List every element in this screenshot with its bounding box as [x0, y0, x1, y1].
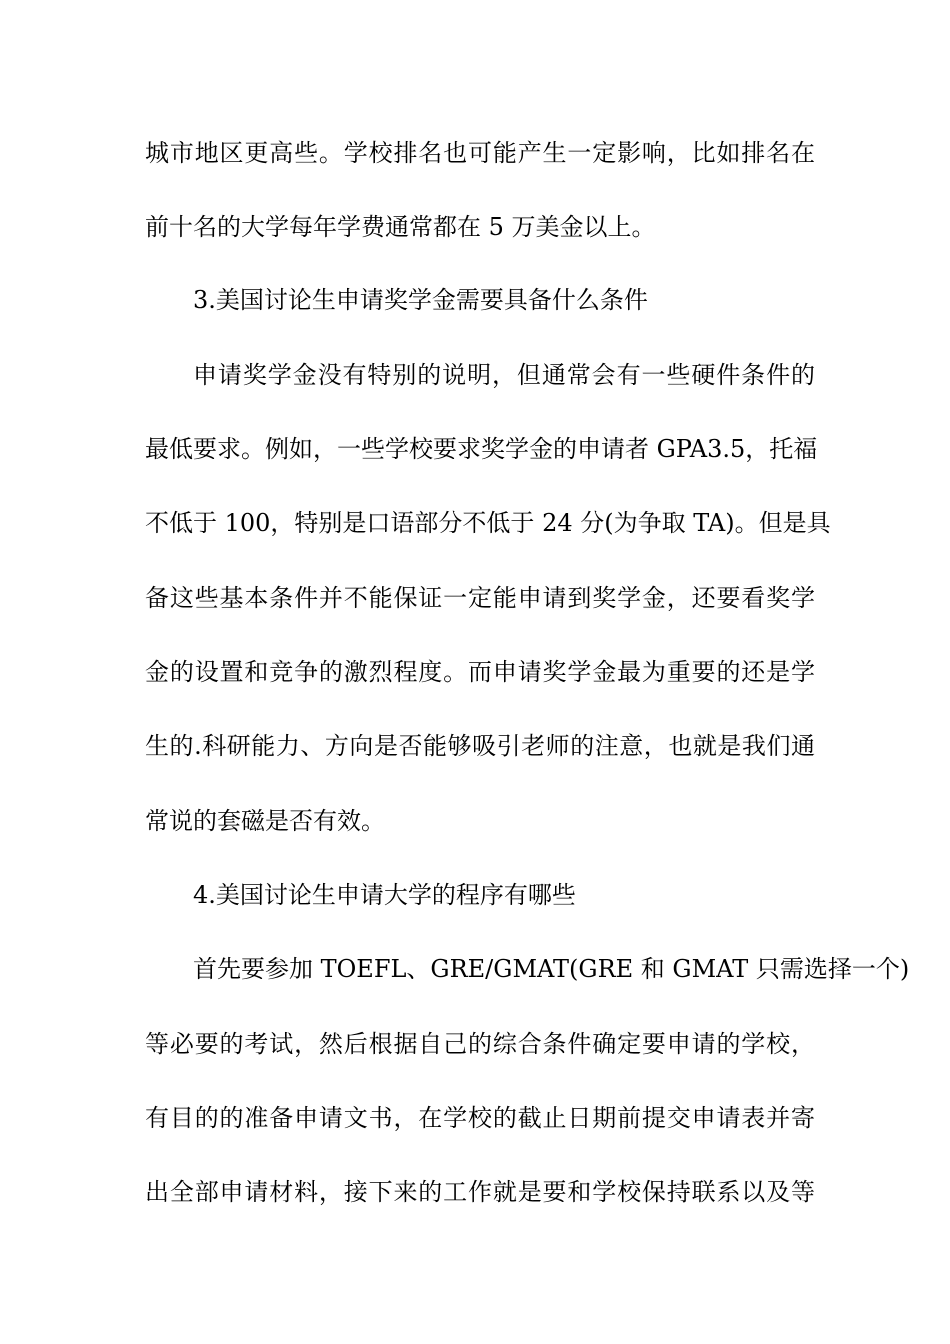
paragraph-line: 金的设置和竞争的激烈程度。而申请奖学金最为重要的还是学	[145, 658, 815, 686]
paragraph-line: 最低要求。例如，一些学校要求奖学金的申请者 GPA3.5，托福	[145, 435, 818, 463]
paragraph-line: 城市地区更高些。学校排名也可能产生一定影响，比如排名在	[145, 139, 815, 167]
paragraph-line: 首先要参加 TOEFL、GRE/GMAT(GRE 和 GMAT 只需选择一个)	[193, 955, 910, 983]
paragraph-line: 申请奖学金没有特别的说明，但通常会有一些硬件条件的	[193, 361, 815, 389]
paragraph-line: 前十名的大学每年学费通常都在 5 万美金以上。	[145, 213, 656, 241]
paragraph-line: 生的.科研能力、方向是否能够吸引老师的注意，也就是我们通	[145, 732, 815, 760]
paragraph-line: 不低于 100，特别是口语部分不低于 24 分(为争取 TA)。但是具	[145, 509, 831, 537]
paragraph-line: 备这些基本条件并不能保证一定能申请到奖学金，还要看奖学	[145, 584, 815, 612]
section-heading: 4.美国讨论生申请大学的程序有哪些	[193, 881, 576, 909]
section-heading: 3.美国讨论生申请奖学金需要具备什么条件	[193, 286, 648, 314]
paragraph-line: 有目的的准备申请文书，在学校的截止日期前提交申请表并寄	[145, 1104, 815, 1132]
paragraph-line: 常说的套磁是否有效。	[145, 807, 385, 835]
paragraph-line: 出全部申请材料，接下来的工作就是要和学校保持联系以及等	[145, 1178, 815, 1206]
paragraph-line: 等必要的考试，然后根据自己的综合条件确定要申请的学校，	[145, 1030, 815, 1058]
